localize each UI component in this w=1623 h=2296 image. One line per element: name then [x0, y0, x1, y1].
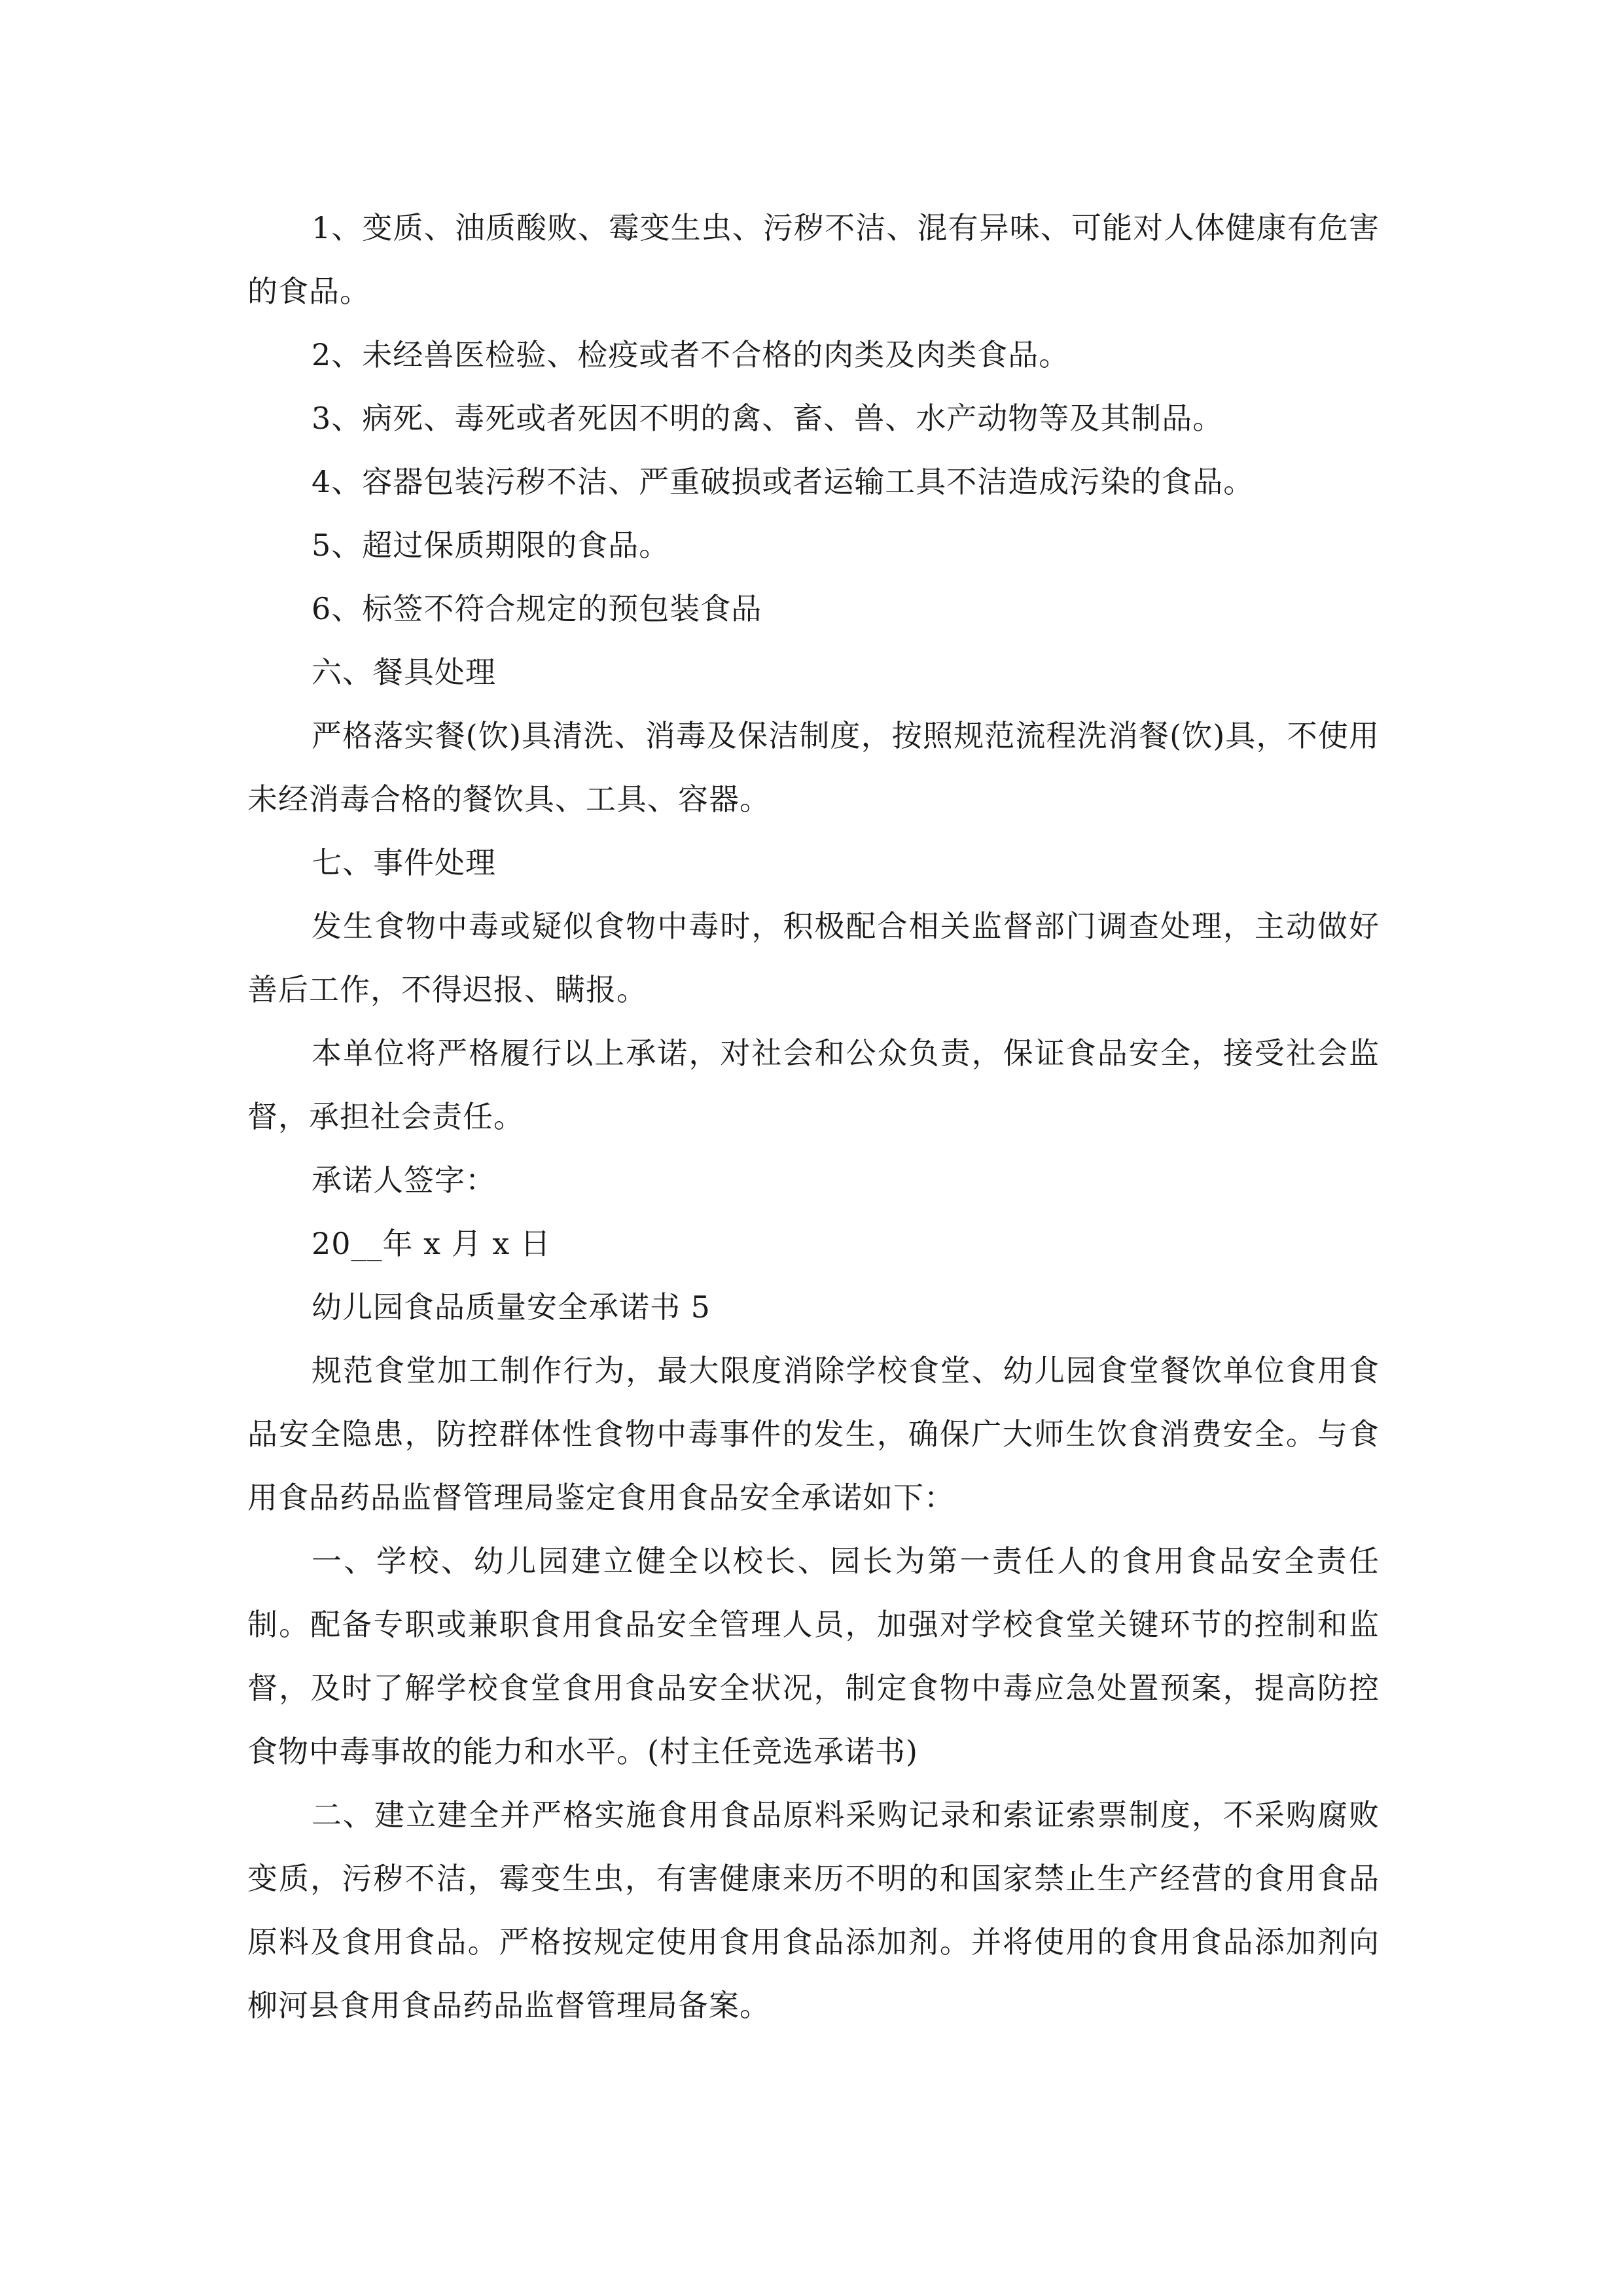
paragraph-item-5: 5、超过保质期限的食品。: [312, 528, 670, 563]
section-heading-tableware: 六、餐具处理: [312, 655, 496, 690]
document-body: [247, 196, 1380, 2037]
paragraph-item-2: 2、未经兽医检验、检疫或者不合格的肉类及肉类食品。: [312, 337, 1070, 372]
paragraph-commitment: 本单位将严格履行以上承诺，对社会和公众负责，保证食品安全，接受社会监督，承担社会责任。: [247, 1035, 1380, 1134]
paragraph-intro: 规范食堂加工制作行为，最大限度消除学校食堂、幼儿园食堂餐饮单位食用食品安全隐患，防控群体性食物中毒事件的发生，确保广大师生饮食消费安全。与食用食品药品监督管理局鉴定食用食品安全承诺如下：: [247, 1353, 1380, 1515]
paragraph-item-1: 1、变质、油质酸败、霉变生虫、污秽不洁、混有异味、可能对人体健康有危害的食品。: [247, 210, 1380, 309]
signature-label: 承诺人签字：: [312, 1162, 496, 1198]
document-title: 幼儿园食品质量安全承诺书 5: [312, 1289, 711, 1325]
paragraph-item-3: 3、病死、毒死或者死因不明的禽、畜、兽、水产动物等及其制品。: [312, 401, 1224, 436]
date-line: 20__年 x 月 x 日: [312, 1226, 551, 1261]
paragraph-tableware: 严格落实餐(饮)具清洗、消毒及保洁制度，按照规范流程洗消餐(饮)具，不使用未经消毒合格的餐饮具、工具、容器。: [247, 718, 1380, 817]
paragraph-item-6: 6、标签不符合规定的预包装食品: [312, 591, 762, 626]
section-heading-incident: 七、事件处理: [312, 845, 496, 880]
paragraph-incident: 发生食物中毒或疑似食物中毒时，积极配合相关监督部门调查处理，主动做好善后工作，不得迟报、瞒报。: [247, 908, 1380, 1007]
paragraph-clause-2: 二、建立建全并严格实施食用食品原料采购记录和索证索票制度，不采购腐败变质，污秽不洁，霉变生虫，有害健康来历不明的和国家禁止生产经营的食用食品原料及食用食品。严格按规定使用食用食品添加剂。并将使用的食用食品添加剂向柳河县食用食品药品监督管理局备案。: [247, 1797, 1380, 2023]
paragraph-clause-1: 一、学校、幼儿园建立健全以校长、园长为第一责任人的食用食品安全责任制。配备专职或兼职食用食品安全管理人员，加强对学校食堂关键环节的控制和监督，及时了解学校食堂食用食品安全状况，制定食物中毒应急处置预案，提高防控食物中毒事故的能力和水平。(村主任竞选承诺书): [247, 1543, 1380, 1769]
paragraph-item-4: 4、容器包装污秽不洁、严重破损或者运输工具不洁造成污染的食品。: [312, 464, 1255, 499]
